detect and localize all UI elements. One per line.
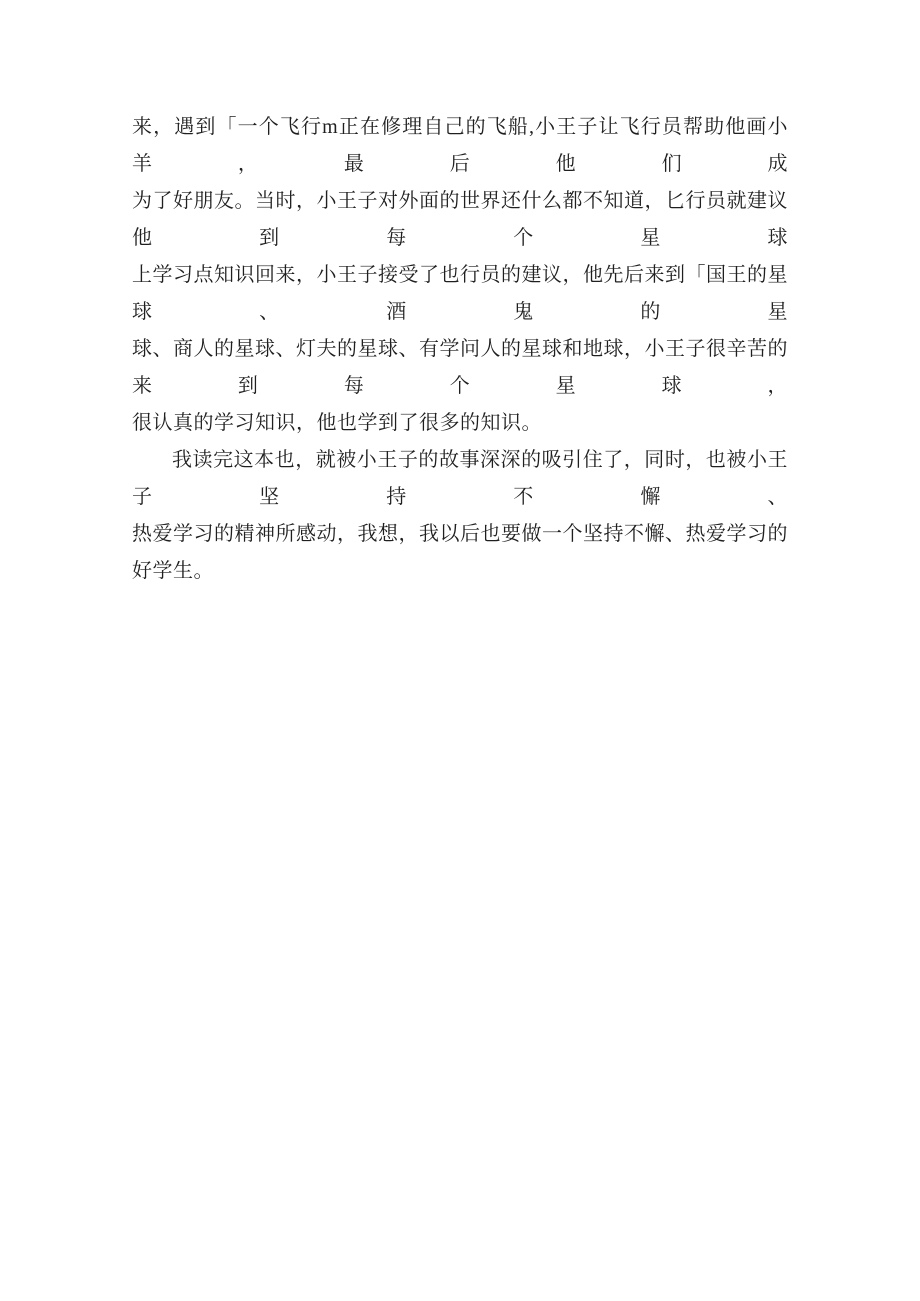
paragraph-2: [132, 442, 788, 590]
paragraph-1: [132, 109, 788, 442]
text-line: 来，遇到「一个飞行m正在修理自己的飞船,小王子让飞行员帮助他画小羊，最后他们成: [132, 116, 788, 175]
text-line: 热爱学习的精神所感动，我想，我以后也要做一个坚持不懈、热爱学习的好学生。: [132, 523, 788, 582]
text-block: [132, 109, 788, 590]
text-line: 上学习点知识回来，小王子接受了也行员的建议，他先后来到「国王的星球、酒鬼的星: [132, 264, 788, 323]
text-line: 很认真的学习知识，他也学到了很多的知识。: [132, 412, 542, 434]
text-line: 我读完这本也，就被小王子的故事深深的吸引住了，同时，也被小王子坚持不懈、: [132, 449, 788, 508]
text-line: 球、商人的星球、灯夫的星球、有学问人的星球和地球，小王子很辛苦的来到每个星球，: [132, 338, 788, 397]
text-line: 为了好朋友。当时，小王子对外面的世界还什么都不知道，匕行员就建议他到每个星球: [132, 190, 788, 249]
